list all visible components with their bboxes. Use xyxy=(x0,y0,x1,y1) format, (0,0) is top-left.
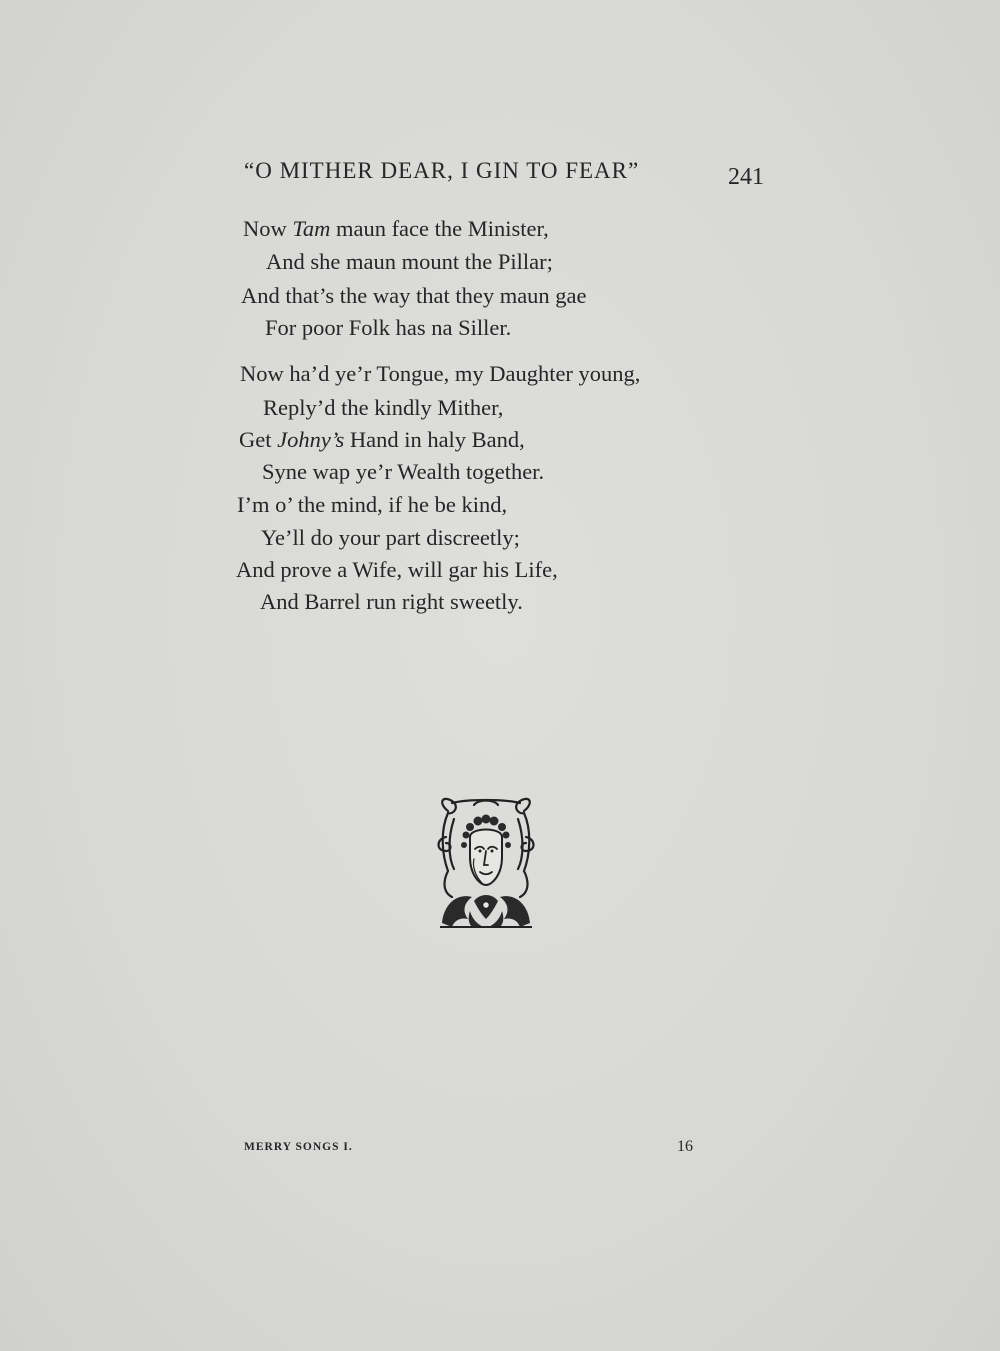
poem-line: Now Tam maun face the Minister, xyxy=(243,216,549,241)
poem-line: Now ha’d ye’r Tongue, my Daughter young, xyxy=(240,361,641,386)
poem-line: Ye’ll do your part discreetly; xyxy=(261,525,520,550)
page-title: “O MITHER DEAR, I GIN TO FEAR” xyxy=(244,158,640,183)
poem-line: And Barrel run right sweetly. xyxy=(260,589,523,614)
poem-line: Get Johny’s Hand in haly Band, xyxy=(239,427,525,452)
classical-head-ornament-icon xyxy=(434,797,538,929)
printer-signature: MERRY SONGS I. xyxy=(244,1141,353,1153)
sheet-number: 16 xyxy=(677,1138,693,1155)
running-header xyxy=(244,158,774,190)
poem-line: And she maun mount the Pillar; xyxy=(266,249,553,274)
poem-line: And that’s the way that they maun gae xyxy=(241,283,587,308)
name-tam: Tam xyxy=(292,216,331,241)
poem-line: I’m o’ the mind, if he be kind, xyxy=(237,492,508,517)
poem-line: Syne wap ye’r Wealth together. xyxy=(262,459,545,484)
poem-line: For poor Folk has na Siller. xyxy=(265,315,512,340)
name-johny: Johny’s xyxy=(277,427,345,452)
poem-line: And prove a Wife, will gar his Life, xyxy=(236,557,558,582)
page-number: 241 xyxy=(728,164,764,190)
poem-line: Reply’d the kindly Mither, xyxy=(263,395,504,420)
